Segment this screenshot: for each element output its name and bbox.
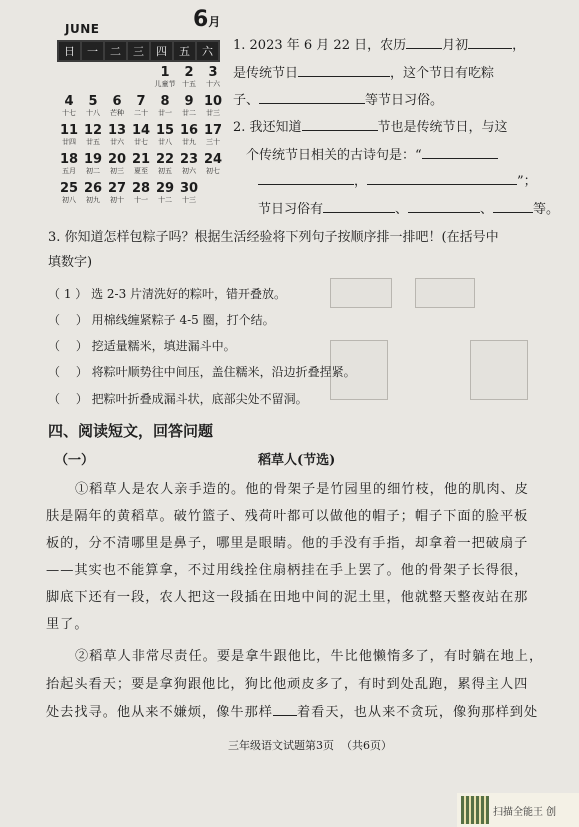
qr-code-icon <box>461 796 489 824</box>
calendar-lunar-label: 十六 <box>206 80 220 88</box>
calendar-lunar-label: 初九 <box>86 196 100 204</box>
calendar-day <box>129 95 153 122</box>
calendar-day <box>105 66 129 93</box>
weekday-fri: 五 <box>174 42 195 60</box>
story-line: 抬起头看天；要是拿狗跟他比，狗比他顽皮多了，有时到处乱跑，累得主人四 <box>46 677 529 692</box>
q3-step-4: （ ） 将粽叶顺势往中间压，盖住糯米，沿边折叠捏紧。 <box>48 365 356 379</box>
calendar-lunar-label: 廿五 <box>86 138 100 146</box>
calendar-day <box>177 124 201 151</box>
calendar-day-number: 22 <box>155 152 175 167</box>
calendar-day <box>153 124 177 151</box>
calendar-day-number: 2 <box>184 65 194 80</box>
calendar-lunar-label: 廿九 <box>182 138 196 146</box>
step-paren[interactable]: （ ） <box>48 392 88 406</box>
calendar-day <box>153 66 177 93</box>
calendar-day-number: 21 <box>131 152 151 167</box>
calendar-lunar-label: 儿童节 <box>154 80 176 88</box>
calendar-lunar-label: 三十 <box>206 138 220 146</box>
calendar-day <box>81 66 105 93</box>
step-paren[interactable]: （ 1 ） <box>48 287 88 301</box>
calendar-day <box>177 182 201 209</box>
q1-line2: 是传统节日 ，这个节日有吃粽 <box>233 62 494 81</box>
calendar-day <box>81 182 105 209</box>
calendar-day <box>105 124 129 151</box>
weekday-sun: 日 <box>59 42 80 60</box>
image-placeholder-box <box>330 278 392 308</box>
calendar-day-number: 18 <box>59 152 79 167</box>
calendar-day <box>129 124 153 151</box>
calendar-day-number: 28 <box>131 181 151 196</box>
calendar-day <box>105 153 129 180</box>
calendar-lunar-label: 十七 <box>62 109 76 117</box>
calendar-day <box>177 153 201 180</box>
q2-line4: 节日习俗有 、 、 等。 <box>258 198 559 217</box>
step-paren[interactable]: （ ） <box>48 365 88 379</box>
step-paren[interactable]: （ ） <box>48 339 88 353</box>
story-title: 稻草人(节选) <box>258 453 336 468</box>
calendar-month-en: JUNE <box>65 22 100 36</box>
story-line-with-blank: 处去找寻。他从来不嫌烦，像牛那样 着看天，也从来不贪玩，像狗那样到处 <box>46 701 538 720</box>
story-line: 肤是隔年的黄稻草。破竹篮子、残荷叶都可以做他的帽子；帽子下面的脸平板 <box>46 509 529 524</box>
scanner-watermark: 扫描全能王 创 <box>457 793 579 827</box>
calendar-day-number: 25 <box>59 181 79 196</box>
calendar-lunar-label: 初五 <box>158 167 172 175</box>
calendar-day <box>201 66 225 93</box>
story-line: ②稻草人非常尽责任。要是拿牛跟他比，牛比他懒惰多了，有时躺在地上， <box>75 649 544 664</box>
calendar-lunar-label: 二十 <box>134 109 148 117</box>
calendar-day-number: 23 <box>179 152 199 167</box>
calendar-day-number: 8 <box>160 94 170 109</box>
calendar-day-number: 16 <box>179 123 199 138</box>
calendar-day-number: 6 <box>112 94 122 109</box>
calendar-day <box>177 95 201 122</box>
calendar-day <box>81 153 105 180</box>
q3-prompt-line1: 3. 你知道怎样包粽子吗？根据生活经验将下列句子按顺序排一排吧！(在括号中 <box>48 230 499 245</box>
calendar-day <box>105 182 129 209</box>
calendar-lunar-label: 初三 <box>110 167 124 175</box>
weekday-wed: 三 <box>128 42 149 60</box>
calendar-day-number: 15 <box>155 123 175 138</box>
calendar-lunar-label: 廿一 <box>158 109 172 117</box>
calendar-lunar-label: 十三 <box>182 196 196 204</box>
calendar-day-number: 17 <box>203 123 223 138</box>
calendar-lunar-label: 十二 <box>158 196 172 204</box>
calendar-day <box>153 182 177 209</box>
calendar-lunar-label: 五月 <box>62 167 76 175</box>
image-placeholder-box <box>415 278 475 308</box>
q1-line3: 子、 等节日习俗。 <box>233 89 443 108</box>
calendar-day <box>153 153 177 180</box>
calendar-day-number: 27 <box>107 181 127 196</box>
q1-line1: 1. 2023 年 6 月 22 日，农历 月初 ， <box>233 34 525 53</box>
weekday-thu: 四 <box>151 42 172 60</box>
calendar-day-number: 1 <box>160 65 170 80</box>
calendar-day <box>201 124 225 151</box>
calendar-day-number: 10 <box>203 94 223 109</box>
calendar-day <box>57 95 81 122</box>
calendar-lunar-label: 夏至 <box>134 167 148 175</box>
calendar-lunar-label: 十一 <box>134 196 148 204</box>
calendar-day-number: 13 <box>107 123 127 138</box>
calendar-day <box>201 95 225 122</box>
weekday-mon: 一 <box>82 42 103 60</box>
calendar-day <box>153 95 177 122</box>
calendar-lunar-label: 初七 <box>206 167 220 175</box>
q3-step-3: （ ） 挖适量糯米，填进漏斗中。 <box>48 339 236 353</box>
calendar-day <box>57 153 81 180</box>
calendar-day-number: 24 <box>203 152 223 167</box>
calendar-day <box>81 95 105 122</box>
q2-line2: 个传统节日相关的古诗句是：“ <box>246 144 498 163</box>
q3-step-5: （ ） 把粽叶折叠成漏斗状，底部尖处不留洞。 <box>48 392 308 406</box>
calendar-day <box>201 182 225 209</box>
calendar-month-cn: 6月 <box>193 7 221 32</box>
calendar-lunar-label: 初二 <box>86 167 100 175</box>
calendar-day-number: 7 <box>136 94 146 109</box>
section-title: 四、阅读短文，回答问题 <box>48 422 214 440</box>
step-paren[interactable]: （ ） <box>48 313 88 327</box>
calendar-day-number: 9 <box>184 94 194 109</box>
calendar-day <box>129 66 153 93</box>
calendar-day <box>57 124 81 151</box>
page-footer: 三年级语文试题第3页 （共6页） <box>228 739 392 752</box>
q3-prompt-line2: 填数字) <box>48 255 93 270</box>
calendar-grid <box>57 66 225 209</box>
calendar-lunar-label: 初六 <box>182 167 196 175</box>
calendar-lunar-label: 廿六 <box>110 138 124 146</box>
calendar-day-number: 4 <box>64 94 74 109</box>
story-line: 板的，分不清哪里是鼻子，哪里是眼睛。他的手没有手指，却拿着一把破扇子 <box>46 536 529 551</box>
calendar-lunar-label: 廿八 <box>158 138 172 146</box>
calendar-lunar-label: 初八 <box>62 196 76 204</box>
calendar-lunar-label: 廿四 <box>62 138 76 146</box>
calendar-day-number: 5 <box>88 94 98 109</box>
calendar-lunar-label: 初十 <box>110 196 124 204</box>
image-placeholder-box <box>470 340 528 400</box>
calendar-day-number: 29 <box>155 181 175 196</box>
calendar-day <box>81 124 105 151</box>
weekday-sat: 六 <box>197 42 218 60</box>
calendar-day <box>129 182 153 209</box>
calendar-weekday-header <box>57 40 220 62</box>
calendar-day <box>129 153 153 180</box>
calendar-day-number: 30 <box>179 181 199 196</box>
q2-line1: 2. 我还知道 节也是传统节日，与这 <box>233 116 508 135</box>
calendar-day <box>105 95 129 122</box>
calendar-day-number: 3 <box>208 65 218 80</box>
calendar-day <box>177 66 201 93</box>
calendar-day-number: 12 <box>83 123 103 138</box>
calendar-day-number: 20 <box>107 152 127 167</box>
story-line: 里了。 <box>46 617 89 632</box>
story-line: 脚底下还有一段，农人把这一段插在田地中间的泥土里，他就整天整夜站在那 <box>46 590 529 605</box>
calendar-lunar-label: 芒种 <box>110 109 124 117</box>
q3-step-2: （ ） 用棉线缠紧粽子 4-5 圈，打个结。 <box>48 313 275 327</box>
subsection-label: （一） <box>55 453 95 468</box>
story-line: ——其实也不能算拿，不过用线拴住扇柄挂在手上罢了。他的骨架子长得很， <box>46 563 529 578</box>
calendar-day-number: 11 <box>59 123 79 138</box>
calendar-day-number: 19 <box>83 152 103 167</box>
calendar-lunar-label: 十五 <box>182 80 196 88</box>
calendar-lunar-label: 廿七 <box>134 138 148 146</box>
calendar-lunar-label: 廿三 <box>206 109 220 117</box>
q3-step-1: （ 1 ） 选 2-3 片清洗好的粽叶，错开叠放。 <box>48 287 287 301</box>
calendar-day <box>201 153 225 180</box>
calendar-lunar-label: 十八 <box>86 109 100 117</box>
story-line: ①稻草人是农人亲手造的。他的骨架子是竹园里的细竹枝，他的肌肉、皮 <box>75 482 529 497</box>
calendar-day-number: 14 <box>131 123 151 138</box>
calendar-lunar-label: 廿二 <box>182 109 196 117</box>
calendar-day <box>57 66 81 93</box>
weekday-tue: 二 <box>105 42 126 60</box>
q2-line3: ， ”； <box>258 170 537 189</box>
calendar-day-number: 26 <box>83 181 103 196</box>
calendar-day <box>57 182 81 209</box>
